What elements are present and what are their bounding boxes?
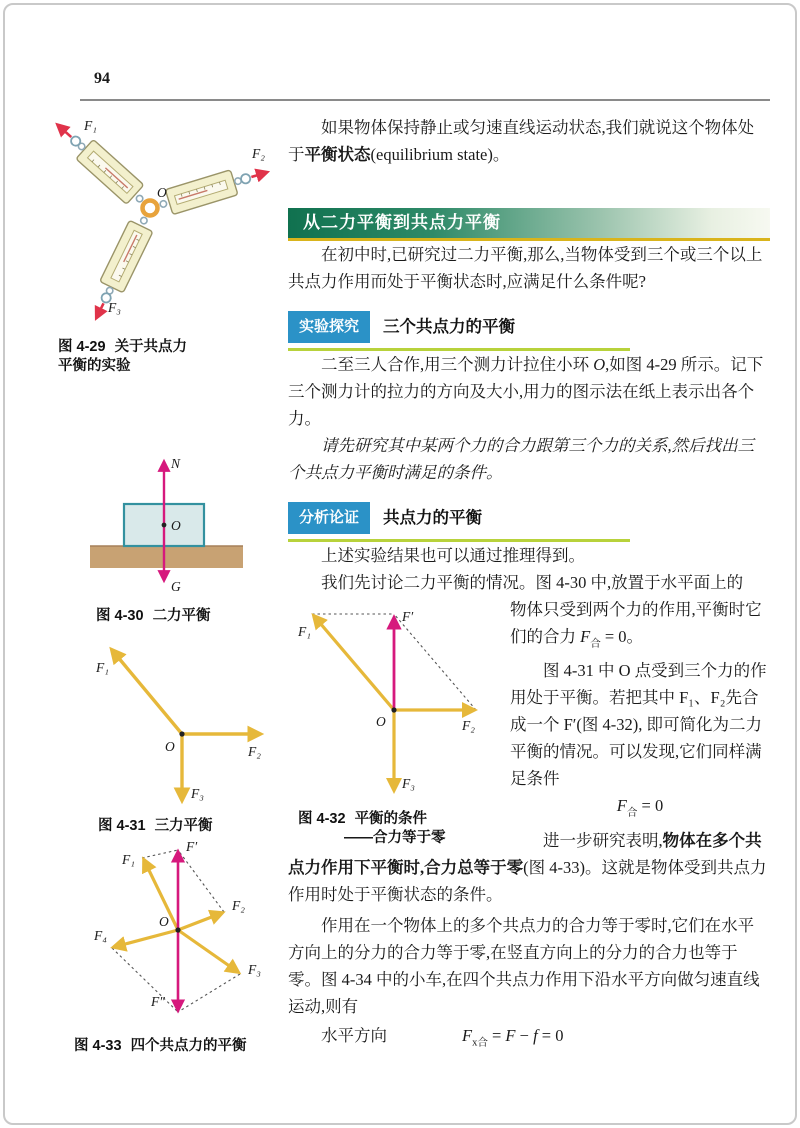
point-label-o: O [165, 739, 175, 754]
page-number: 94 [94, 70, 110, 87]
figure-4-29-illustration [42, 112, 277, 327]
force-arrow-f2 [251, 172, 266, 177]
experiment-title: 三个共点力的平衡 [383, 317, 516, 336]
horizontal-direction-label: 水平方向 [321, 1025, 387, 1045]
analysis-title: 共点力的平衡 [383, 508, 483, 527]
figure-4-30-illustration [78, 448, 253, 596]
figure-4-31-caption: 图 4-31 三力平衡 [98, 818, 213, 834]
figure-4-31-illustration [66, 626, 271, 806]
analysis-heading [288, 502, 630, 542]
point-label-o: O [376, 714, 386, 729]
key-principle: 物体在多个共点力作用下平衡时,合力总等于零 [288, 830, 762, 877]
point-o-mention: O [593, 355, 606, 374]
force-label-f1: F₁ [96, 660, 109, 675]
force-arrow-f1 [58, 125, 71, 137]
point-label-o: O [171, 518, 181, 533]
intro-paragraph: 如果物体保持静止或匀速直线运动状态,我们就说这个物体处于平衡状态(equilibrium state)。 [288, 118, 755, 164]
force-arrow-f1 [112, 650, 182, 734]
equilibrium-formula: $F_合 = 0$ [616, 796, 664, 819]
figure-4-32 [288, 598, 502, 846]
ring-o [143, 201, 158, 216]
point-label-o: O [159, 914, 169, 929]
force-label-f4: F₄ [94, 928, 107, 943]
figure-4-32-illustration [288, 598, 500, 796]
ground [90, 546, 243, 568]
point-o [391, 707, 396, 712]
lead-paragraph: 在初中时,已研究过二力平衡,那么,当物体受到三个或三个以上共点力作用而处于平衡状态时,应满足什么条件呢? [288, 245, 763, 291]
experiment-badge: 实验探究 [288, 311, 370, 343]
main-text-column [288, 114, 770, 1056]
force-label-fprime: F′ [186, 839, 198, 854]
force-label-fprime: F′ [402, 609, 414, 624]
force-arrow-f3 [97, 303, 104, 317]
point-o [162, 523, 167, 528]
force-arrow-f3 [178, 930, 238, 972]
force-label-f1: F₁ [122, 852, 135, 867]
force-label-fdoubleprime: F″ [151, 994, 165, 1009]
inline-formula-f-he: $F_合 = 0$ [580, 627, 627, 650]
force-label-f2: F₂ [232, 898, 245, 913]
figure-4-33-caption: 图 4-33 四个共点力的平衡 [74, 1038, 247, 1054]
point-o [179, 731, 184, 736]
force-label-f3: F₃ [191, 786, 204, 801]
force-label-g: G [171, 579, 181, 594]
figure-4-30 [78, 448, 253, 626]
analysis-paragraph-1: 上述实验结果也可以通过推理得到。 [321, 546, 585, 565]
spring-scale-2 [157, 160, 271, 217]
force-arrow-f4 [114, 930, 178, 947]
force-arrow-f1 [314, 616, 394, 710]
figure-4-32-caption: 图 4-32 平衡的条件 ——合力等于零 [298, 811, 446, 846]
horizontal-formula: $F_{x合} = F - f = 0$ [462, 1025, 564, 1048]
experiment-paragraph-1: 二至三人合作,用三个测力计拉住小环 O,如图 4-29 所示。记下三个测力计的拉力的方向及大小,用力的图示法在纸上表示出各个力。 [288, 355, 764, 428]
force-label-f2: F₂ [462, 718, 475, 733]
experiment-paragraph-2: 请先研究其中某两个力的合力跟第三个力的关系,然后找出三个共点力平衡时满足的条件。 [288, 436, 755, 482]
analysis-paragraph-5: 作用在一个物体上的多个共点力的合力等于零时,它们在水平方向上的分力的合力等于零,在竖直方向上的分力的合力也等于零。图 4-34 中的小车,在四个共点力作用下沿水平方向做匀速直线运动,则有 [288, 915, 760, 1016]
force-label-f3: F₃ [248, 962, 261, 977]
force-label-f1: F₁ [84, 118, 97, 133]
force-label-f2: F₂ [252, 146, 265, 161]
force-label-f2: F₂ [248, 744, 261, 759]
analysis-paragraph-2-continued: 物体只受到两个力的作用,平衡时它们的合力 $F_合 = 0$。 [510, 600, 762, 650]
horizontal-direction-line [288, 1022, 770, 1056]
section-banner: 从二力平衡到共点力平衡 [288, 208, 770, 241]
analysis-badge: 分析论证 [288, 502, 370, 534]
figure-4-33-illustration [66, 836, 281, 1026]
key-term-equilibrium-state: 平衡状态 [304, 145, 371, 164]
figure-4-33 [66, 836, 281, 1056]
figure-4-30-caption: 图 4-30 二力平衡 [96, 608, 211, 624]
figure-4-29 [42, 112, 277, 376]
point-o [175, 927, 180, 932]
figure-4-29-caption: 图 4-29 关于共点力 平衡的实验 [58, 339, 188, 374]
force-label-n: N [171, 456, 181, 471]
analysis-paragraph-2-first-line: 我们先讨论二力平衡的情况。图 4-30 中,放置于水平面上的 [321, 573, 744, 592]
force-label-f1: F₁ [298, 624, 311, 639]
figure-4-31 [66, 626, 271, 836]
force-arrow-f2 [178, 913, 222, 930]
analysis-paragraph-4: 进一步研究表明,物体在多个共点力作用下平衡时,合力总等于零(图 4-33)。这就是物体受到共点力作用时处于平衡状态的条件。 [288, 830, 767, 904]
experiment-heading [288, 311, 630, 351]
spring-scale-1 [49, 115, 151, 210]
point-label-o: O [157, 185, 167, 200]
force-label-f3: F₃ [402, 776, 415, 791]
force-label-f3: F₃ [108, 300, 121, 315]
analysis-paragraph-3: 图 4-31 中 O 点受到三个力的作用处于平衡。若把其中 F₁、F₂先合成一个 F′(图 4-32), 即可简化为二力平衡的情况。可以发现,它们同样满足条件 [510, 661, 767, 789]
header-rule [80, 99, 770, 101]
